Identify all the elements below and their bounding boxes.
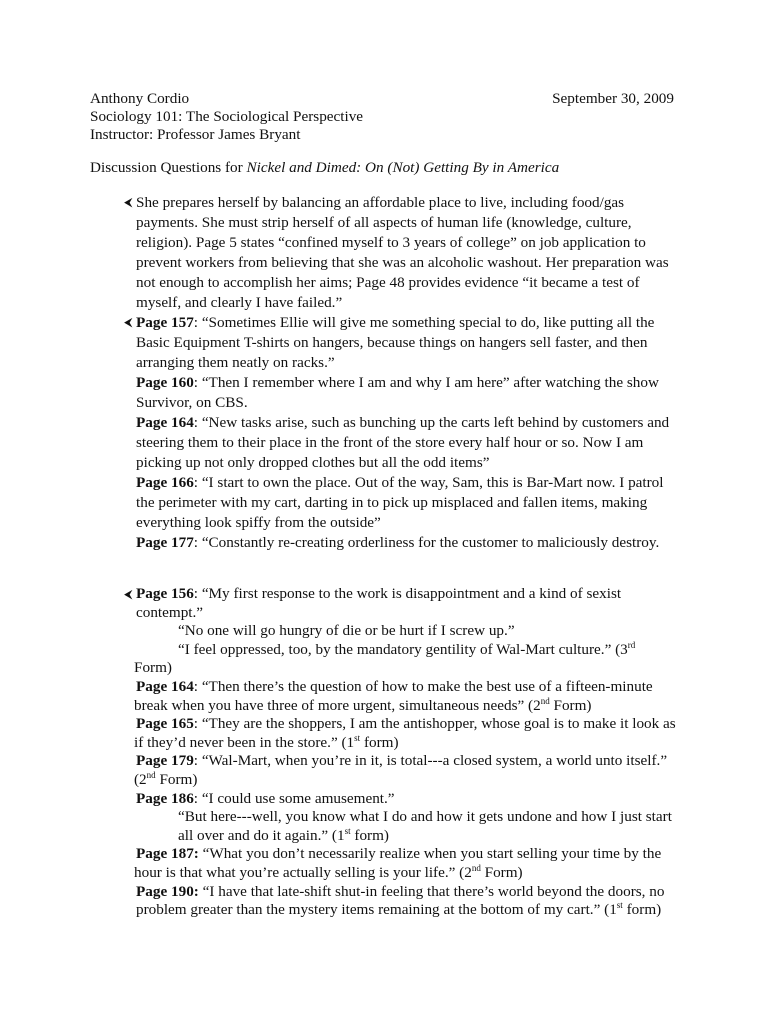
page-ref-label: Page 187: (136, 845, 199, 863)
paragraph-line: prevent workers from believing that she was an alcoholic washout. Her preparation was (136, 254, 669, 271)
paragraph-line: break when you have three of more urgent, simultaneous needs” (2nd Form) (134, 695, 592, 714)
quote-page-179: Page 179: “Wal-Mart, when you’re in it, is total---a closed system, a world unto itself.” (136, 752, 668, 770)
paragraph-line: the perimeter with my cart, darting in to pick up misplaced and fallen items, making (136, 494, 648, 511)
paragraph-line: not enough to accomplish her aims; Page 48 provides evidence “it became a test of (136, 274, 640, 291)
quote-page-190: Page 190: “I have that late-shift shut-in feeling that there’s world beyond the doors, no (136, 882, 665, 900)
answer-section-2 (124, 585, 676, 920)
page-ref-label: Page 160 (136, 374, 194, 391)
paragraph-line: payments. She must strip herself of all aspects of human life (knowledge, culture, (136, 214, 632, 231)
paragraph-line: if they’d never been in the store.” (1st form) (134, 732, 399, 751)
paragraph-line: picking up not only dropped clothes but all the odd items” (136, 454, 490, 471)
quote-page-187: Page 187: “What you don’t necessarily realize when you start selling your time by the (136, 845, 662, 863)
discussion-prefix: Discussion Questions for (90, 159, 247, 176)
bullet-arrow-icon: ⮜ (124, 587, 133, 601)
paragraph-line: hour is that what you’re actually selling is your life.” (2nd Form) (134, 862, 523, 881)
page-ref-label: Page 165 (136, 715, 194, 733)
page-ref-label: Page 177 (136, 534, 194, 551)
paragraph-line: myself, and clearly I have failed.” (136, 294, 343, 311)
quote-page-157: ⮜ Page 157: “Sometimes Ellie will give me something special to do, like putting all the (124, 314, 655, 331)
quote-page-164: Page 164: “Then there’s the question of how to make the best use of a fifteen-minute (136, 677, 653, 695)
instructor-line: Instructor: Professor James Bryant (90, 126, 301, 143)
page-ref-label: Page 190: (136, 882, 199, 900)
document-date: September 30, 2009 (552, 90, 674, 107)
discussion-heading (90, 159, 559, 177)
bullet-arrow-icon: ⮜ (124, 315, 133, 329)
paragraph-line: religion). Page 5 states “confined myself to 3 years of college” on job application to (136, 234, 646, 251)
page-ref-label: Page 179 (136, 752, 194, 770)
paragraph-line: (2nd Form) (134, 769, 198, 788)
paragraph-line: ⮜ She prepares herself by balancing an affordable place to live, including food/gas (124, 194, 625, 211)
sub-quote: “No one will go hungry of die or be hurt if I screw up.” (178, 622, 515, 640)
sub-quote: all over and do it again.” (1st form) (178, 825, 389, 844)
page-ref-label: Page 164 (136, 677, 194, 695)
page-ref-label: Page 166 (136, 474, 194, 491)
page-ref-label: Page 156 (136, 585, 194, 602)
paragraph-line: Form) (134, 659, 172, 677)
paragraph-line: everything look spiffy from the outside” (136, 514, 381, 531)
author-name: Anthony Cordio (90, 90, 190, 107)
quote-page-164: Page 164: “New tasks arise, such as bunching up the carts left behind by customers and (136, 414, 670, 431)
paragraph-line: arranging them neatly on racks.” (136, 354, 335, 371)
paragraph-line: contempt.” (136, 603, 204, 621)
paragraph-line: Basic Equipment T-shirts on hangers, because things on hangers sell faster, and then (136, 334, 648, 351)
quote-page-165: Page 165: “They are the shoppers, I am the antishopper, whose goal is to make it look as (136, 715, 676, 733)
course-title: Sociology 101: The Sociological Perspective (90, 108, 364, 125)
page-ref-label: Page 157 (136, 314, 194, 331)
sub-quote: “I feel oppressed, too, by the mandatory gentility of Wal-Mart culture.” (3rd (178, 639, 636, 658)
sub-quote: “But here---well, you know what I do and how it gets undone and how I just start (178, 808, 672, 826)
quote-page-156: ⮜ Page 156: “My first response to the work is disappointment and a kind of sexist (124, 585, 622, 602)
quote-page-177: Page 177: “Constantly re-creating orderliness for the customer to maliciously destroy. (136, 534, 660, 551)
answer-section-1 (124, 193, 676, 553)
quote-page-166: Page 166: “I start to own the place. Out of the way, Sam, this is Bar-Mart now. I patrol (136, 474, 664, 491)
quote-page-160: Page 160: “Then I remember where I am and why I am here” after watching the show (136, 374, 659, 391)
page-ref-label: Page 164 (136, 414, 194, 431)
quote-page-186: Page 186: “I could use some amusement.” (136, 789, 395, 807)
bullet-arrow-icon: ⮜ (124, 195, 133, 209)
paragraph-line: Survivor, on CBS. (136, 394, 248, 411)
page-ref-label: Page 186 (136, 789, 194, 807)
book-title: Nickel and Dimed: On (Not) Getting By in America (246, 159, 560, 176)
paragraph-line: steering them to their place in the front of the store every half hour or so. Now I am (136, 434, 644, 451)
paragraph-line: problem greater than the mystery items remaining at the bottom of my cart.” (1st form) (136, 900, 662, 919)
